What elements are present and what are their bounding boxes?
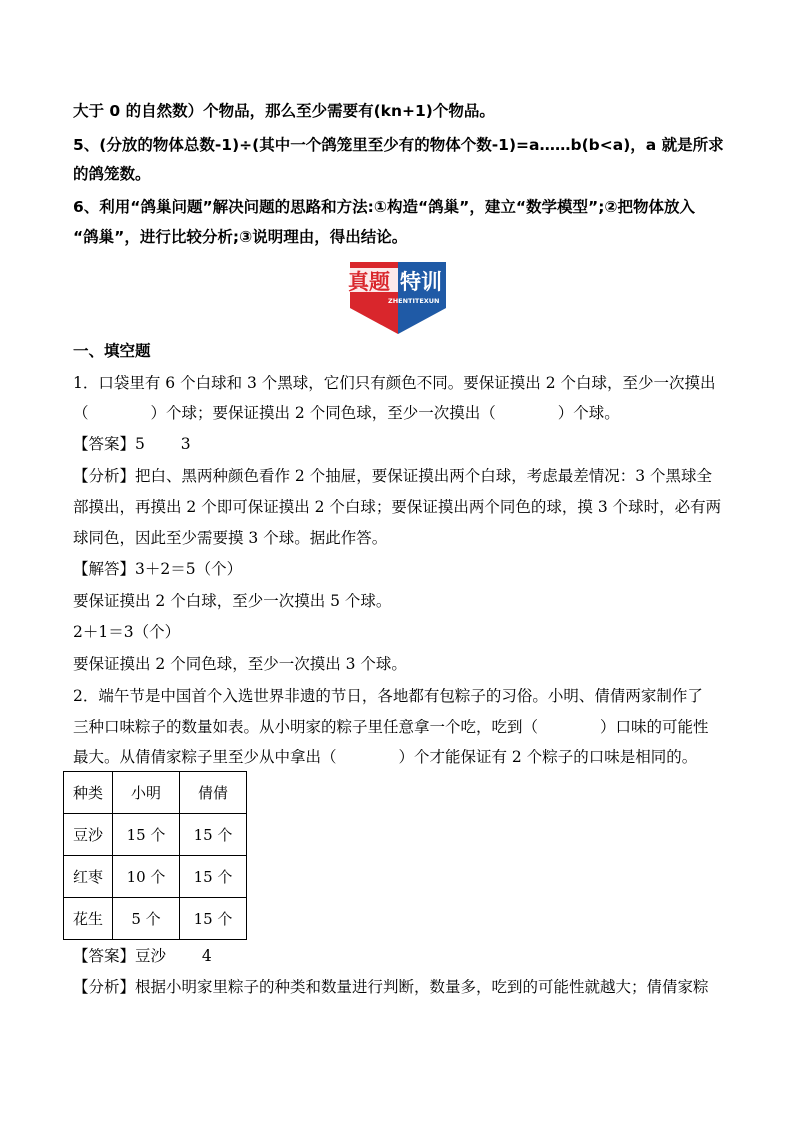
table-row xyxy=(64,856,247,898)
table-row xyxy=(64,814,247,856)
text-line: 的鸽笼数。 xyxy=(73,165,151,183)
table-cell: 15 个 xyxy=(113,814,180,856)
table-header-cell: 倩倩 xyxy=(180,772,247,814)
table-header-cell: 种类 xyxy=(64,772,113,814)
analysis-1-line: 球同色，因此至少需要摸 3 个球。据此作答。 xyxy=(73,529,388,547)
text-line: 6、利用“鸽巢问题”解决问题的思路和方法:①构造“鸽巢”，建立“数学模型”;②把物体放入 xyxy=(73,198,696,216)
table-header-row xyxy=(64,772,247,814)
table-row xyxy=(64,898,247,940)
table-cell: 15 个 xyxy=(180,898,247,940)
analysis-1-line: 【分析】把白、黑两种颜色看作 2 个抽屉，要保证摸出两个白球，考虑最差情况：3 个黑球全 xyxy=(73,467,713,485)
logo-big-text-left: 真题 xyxy=(348,270,390,294)
answer-1: 【答案】5 3 xyxy=(73,435,191,453)
solution-1-line: 2＋1＝3（个） xyxy=(73,623,181,641)
question-2-line: 三种口味粽子的数量如表。从小明家的粽子里任意拿一个吃，吃到（ ）口味的可能性 xyxy=(73,718,709,736)
analysis-2-line: 【分析】根据小明家里粽子的种类和数量进行判断，数量多，吃到的可能性就越大；倩倩家粽 xyxy=(73,978,709,996)
text-line: 大于 0 的自然数）个物品，那么至少需要有(kn+1)个物品。 xyxy=(73,102,495,120)
solution-1-line: 要保证摸出 2 个同色球，至少一次摸出 3 个球。 xyxy=(73,655,407,673)
logo-small-text: ZHENTITEXUN xyxy=(388,297,440,305)
text-line: 5、(分放的物体总数-1)÷(其中一个鸽笼里至少有的物体个数-1)=a……b(b<a)，a 就是所求 xyxy=(73,136,724,154)
table-cell: 15 个 xyxy=(180,856,247,898)
question-2-line: 2．端午节是中国首个入选世界非遗的节日，各地都有包粽子的习俗。小明、倩倩两家制作了 xyxy=(73,687,703,705)
table-cell: 15 个 xyxy=(180,814,247,856)
table-cell: 5 个 xyxy=(113,898,180,940)
table-header-cell: 小明 xyxy=(113,772,180,814)
table-cell: 豆沙 xyxy=(64,814,113,856)
table-cell: 花生 xyxy=(64,898,113,940)
answer-2: 【答案】豆沙 4 xyxy=(73,947,212,965)
question-1-line: 1．口袋里有 6 个白球和 3 个黑球，它们只有颜色不同。要保证摸出 2 个白球，至少一次摸出 xyxy=(73,374,716,392)
table-cell: 红枣 xyxy=(64,856,113,898)
analysis-1-line: 部摸出，再摸出 2 个即可保证摸出 2 个白球；要保证摸出两个同色的球，摸 3 个球时，必有两 xyxy=(73,498,722,516)
table-cell: 10 个 xyxy=(113,856,180,898)
zhenti-texun-logo xyxy=(342,258,454,336)
logo-big-text-right: 特训 xyxy=(400,270,442,294)
solution-1-line: 要保证摸出 2 个白球，至少一次摸出 5 个球。 xyxy=(73,592,392,610)
section-title: 一、填空题 xyxy=(73,342,151,360)
question-2-line: 最大。从倩倩家粽子里至少从中拿出（ ）个才能保证有 2 个粽子的口味是相同的。 xyxy=(73,748,698,766)
zongzi-table xyxy=(63,771,247,940)
text-line: “鸽巢”，进行比较分析;③说明理由，得出结论。 xyxy=(73,228,408,246)
solution-1-line: 【解答】3＋2＝5（个） xyxy=(73,560,243,578)
question-1-line: （ ）个球；要保证摸出 2 个同色球，至少一次摸出（ ）个球。 xyxy=(73,404,620,422)
